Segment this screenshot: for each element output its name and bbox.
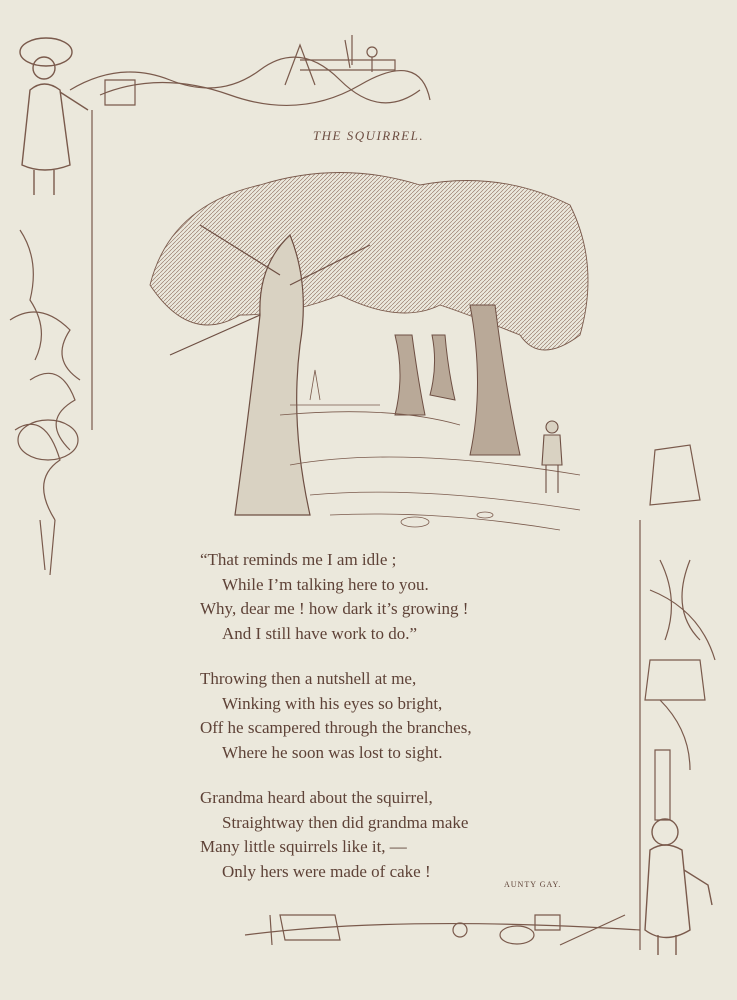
poem-line: While I’m talking here to you. [222, 574, 429, 594]
poem-line: Straightway then did grandma make [222, 812, 469, 832]
foliage-left-column [10, 110, 92, 575]
stream-ground [290, 457, 580, 530]
poem-line: Winking with his eyes so bright, [222, 693, 443, 713]
girl-figure-bottom-right [645, 819, 712, 955]
stanza-2 [200, 667, 580, 765]
stanza-3 [200, 786, 580, 884]
poem-line: Off he scampered through the branches, [200, 718, 472, 737]
poem-line: Only hers were made of cake ! [222, 861, 431, 881]
poem-line: “That reminds me I am idle ; [200, 550, 397, 569]
poem-line: And I still have work to do.” [222, 623, 417, 643]
stanza-1 [200, 548, 580, 646]
poem-line: Grandma heard about the squirrel, [200, 788, 433, 807]
poem-line: Why, dear me ! how dark it’s growing ! [200, 599, 469, 618]
author-credit: AUNTY GAY. [504, 880, 562, 889]
tree-canopy [150, 173, 588, 351]
toys-strip-bottom [245, 915, 640, 945]
poem-line: Where he soon was lost to sight. [222, 742, 443, 762]
girl-figure-top-left [20, 38, 88, 195]
poem-line: Throwing then a nutshell at me, [200, 669, 417, 688]
boy-figure [542, 421, 562, 493]
poem-line: Many little squirrels like it, — [200, 837, 407, 856]
garden-strip-top [70, 35, 430, 105]
poem-body [200, 548, 580, 905]
woodland-engraving [140, 165, 595, 540]
plant-pillar-right [640, 445, 715, 950]
poem-title: THE SQUIRREL. [312, 128, 425, 143]
